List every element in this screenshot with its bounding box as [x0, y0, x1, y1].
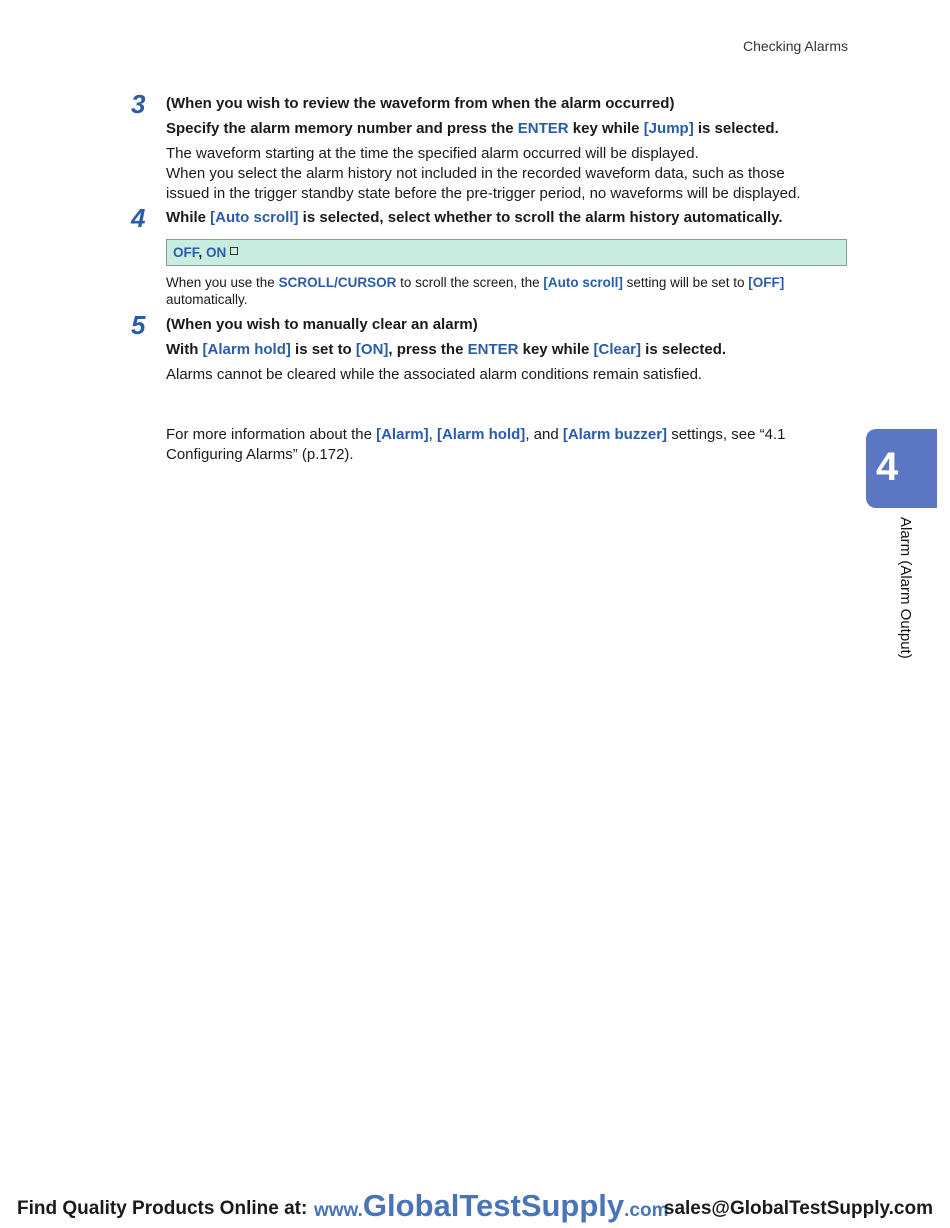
step-3-condition: (When you wish to review the waveform from when the alarm occurred) — [166, 95, 675, 112]
step-5-instruction — [166, 341, 726, 359]
enter-key-ref-2: ENTER — [467, 341, 519, 358]
jump-item-ref: [Jump] — [643, 120, 694, 137]
clear-item-ref: [Clear] — [593, 341, 642, 358]
step-4-note-2: automatically. — [166, 292, 248, 307]
step-5-number: 5 — [131, 310, 146, 340]
footer-url-www: www. — [314, 1200, 363, 1221]
step-3-inst-c: is selected. — [693, 120, 779, 137]
step-3-desc-1: The waveform starting at the time the specified alarm occurred will be displayed. — [166, 145, 699, 162]
option-off: OFF — [173, 245, 199, 260]
option-on: ON — [206, 245, 227, 260]
step-5-inst-b: is set to — [290, 341, 356, 358]
off-value-ref: [OFF] — [748, 275, 785, 290]
step-4-instruction — [166, 209, 783, 227]
step-3-number: 3 — [131, 89, 146, 119]
reference-line-1 — [166, 426, 785, 444]
step-3-instruction — [166, 120, 779, 138]
ref-sep-1: , — [428, 426, 437, 443]
reference-line-2: Configuring Alarms” (p.172). — [166, 446, 354, 463]
chapter-tab-number: 4 — [876, 445, 899, 489]
step-4-number: 4 — [131, 203, 146, 233]
step-4-note-1 — [166, 275, 784, 291]
step-5-inst-d: key while — [518, 341, 594, 358]
scroll-cursor-key-ref: SCROLL/CURSOR — [278, 275, 397, 290]
ref-a: For more information about the — [166, 426, 377, 443]
footer-url[interactable] — [314, 1188, 669, 1224]
step-3-inst-b: key while — [568, 120, 644, 137]
chapter-side-label: Alarm (Alarm Output) — [897, 517, 914, 659]
step-3-inst-a: Specify the alarm memory number and press the — [166, 120, 518, 137]
alarm-hold-item-ref: [Alarm hold] — [202, 341, 291, 358]
option-separator: , — [198, 245, 207, 260]
alarm-buzzer-ref: [Alarm buzzer] — [562, 426, 668, 443]
step-4-inst-b: is selected, select whether to scroll the alarm history automatically. — [298, 209, 783, 226]
step-4-inst-a: While — [166, 209, 211, 226]
on-value-ref: [ON] — [355, 341, 389, 358]
note-a: When you use the — [166, 275, 279, 290]
footer-tagline: Find Quality Products Online at: — [17, 1198, 308, 1219]
enter-key-ref: ENTER — [517, 120, 569, 137]
footer-url-main: GlobalTestSupply — [362, 1188, 625, 1223]
step-5-inst-a: With — [166, 341, 203, 358]
step-5-desc: Alarms cannot be cleared while the associated alarm conditions remain satisfied. — [166, 366, 703, 383]
auto-scroll-note-ref: [Auto scroll] — [543, 275, 623, 290]
alarm-item-ref: [Alarm] — [376, 426, 429, 443]
step-5-condition: (When you wish to manually clear an alarm) — [166, 316, 478, 333]
step-3-desc-2: When you select the alarm history not included in the recorded waveform data, such as those — [166, 165, 785, 182]
step-5-inst-e: is selected. — [641, 341, 727, 358]
footer-email[interactable]: sales@GlobalTestSupply.com — [663, 1198, 933, 1219]
footer-url-tld: .com — [624, 1200, 669, 1221]
note-c: setting will be set to — [622, 275, 749, 290]
step-5-inst-c: , press the — [388, 341, 468, 358]
alarm-hold-ref: [Alarm hold] — [436, 426, 526, 443]
auto-scroll-item-ref: [Auto scroll] — [210, 209, 299, 226]
step-3-desc-3: issued in the trigger standby state before the pre-trigger period, no waveforms will be displayed. — [166, 185, 801, 202]
ref-b: settings, see “4.1 — [667, 426, 786, 443]
setting-options-box — [166, 239, 847, 266]
running-header: Checking Alarms — [742, 38, 848, 54]
ref-sep-2: , and — [525, 426, 563, 443]
default-marker-icon — [230, 247, 238, 255]
note-b: to scroll the screen, the — [396, 275, 544, 290]
